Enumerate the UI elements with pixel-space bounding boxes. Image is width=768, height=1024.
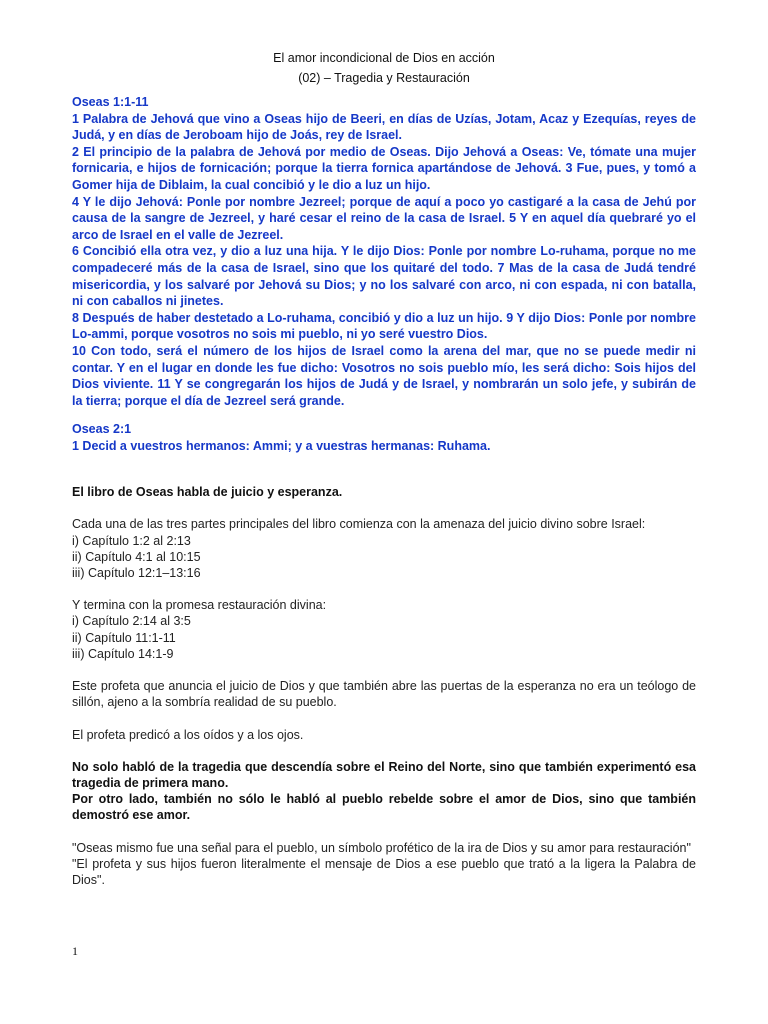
prophet-paragraph: Este profeta que anuncia el juicio de Dios y que también abre las puertas de la esperanza no era un teólogo de sillón, ajeno a la sombría realidad de su pueblo. [72,679,696,710]
list-item: iii) Capítulo 14:1-9 [72,646,174,661]
scripture-verse: 1 Decid a vuestros hermanos: Ammi; y a vuestras hermanas: Ruhama. [72,438,491,453]
bold-paragraph: No solo habló de la tragedia que descendía sobre el Reino del Norte, sino que también experimentó esa tragedia de primera mano. [72,759,696,790]
scripture-verse: 6 Concibió ella otra vez, y dio a luz una hija. Y le dijo Dios: Ponle por nombre Lo-ruhama, porque no me compadeceré más de la casa de Israel, sino que los quitaré del todo. 7 Mas de la casa de Judá tendré misericordia, y los salvaré por Jehová su Dios; y no los salvaré con arco, ni con espada, ni con batalla, ni con caballos ni jinetes. [72,244,696,309]
restoration-intro: Y termina con la promesa restauración divina: [72,598,327,613]
scripture-verse: 4 Y le dijo Jehová: Ponle por nombre Jezreel; porque de aquí a poco yo castigaré a la casa de Jehú por causa de la sangre de Jezreel, y haré cesar el reino de la casa de Israel. 5 Y en aquel día quebraré yo el arco de Israel en el valle de Jezreel. [72,194,696,242]
quote-paragraph: "Oseas mismo fue una señal para el pueblo, un símbolo profético de la ira de Dios y su amor para restauración" [72,840,691,855]
scripture-verse: 2 El principio de la palabra de Jehová por medio de Oseas. Dijo Jehová a Oseas: Ve, tómate una mujer fornicaria, e hijos de fornicación; porque la tierra fornica apartándose de Jehová. 3 Fue, pues, y tomó a Gomer hija de Diblaim, la cual concibió y le dio a luz un hijo. [72,144,696,192]
document-subtitle: (02) – Tragedia y Restauración [298,71,470,85]
list-item: ii) Capítulo 11:1-11 [72,630,176,645]
scripture-verse: 10 Con todo, será el número de los hijos de Israel como la arena del mar, que no se puede medir ni contar. Y en el lugar en donde les fue dicho: Vosotros no sois pueblo mío, les será dicho: Sois hijos del Dios viviente. 11 Y se congregarán los hijos de Judá y de Israel, y nombrarán un solo jefe, y subirán de la tierra; porque el día de Jezreel será grande. [72,343,696,408]
ears-paragraph: El profeta predicó a los oídos y a los ojos. [72,727,304,742]
intro-paragraph: Cada una de las tres partes principales del libro comienza con la amenaza del juicio divino sobre Israel: [72,517,646,532]
scripture-reference: Oseas 1:1-11 [72,95,149,109]
list-item: ii) Capítulo 4:1 al 10:15 [72,549,201,564]
bold-paragraph: Por otro lado, también no sólo le habló al pueblo rebelde sobre el amor de Dios, sino que también demostró ese amor. [72,792,696,823]
list-item: iii) Capítulo 12:1–13:16 [72,566,201,581]
document-title: El amor incondicional de Dios en acción [273,51,495,65]
list-item: i) Capítulo 2:14 al 3:5 [72,614,191,629]
section-heading: El libro de Oseas habla de juicio y esperanza. [72,485,343,500]
section-body [72,516,696,888]
page-number: 1 [72,944,78,958]
scripture-reference: Oseas 2:1 [72,422,132,437]
list-item: i) Capítulo 1:2 al 2:13 [72,533,191,548]
scripture-verse: 8 Después de haber destetado a Lo-ruhama, concibió y dio a luz un hijo. 9 Y dijo Dios: Ponle por nombre Lo-ammi, porque vosotros no sois mi pueblo, ni yo seré vuestro Dios. [72,310,696,342]
scripture-verse: 1 Palabra de Jehová que vino a Oseas hijo de Beeri, en días de Uzías, Jotam, Acaz y Ezequías, reyes de Judá, y en días de Jeroboam hijo de Joás, rey de Israel. [72,111,696,143]
scripture-block [72,94,696,454]
quote-paragraph: "El profeta y sus hijos fueron literalmente el mensaje de Dios a ese pueblo que trató a la ligera la Palabra de Dios". [72,856,696,887]
